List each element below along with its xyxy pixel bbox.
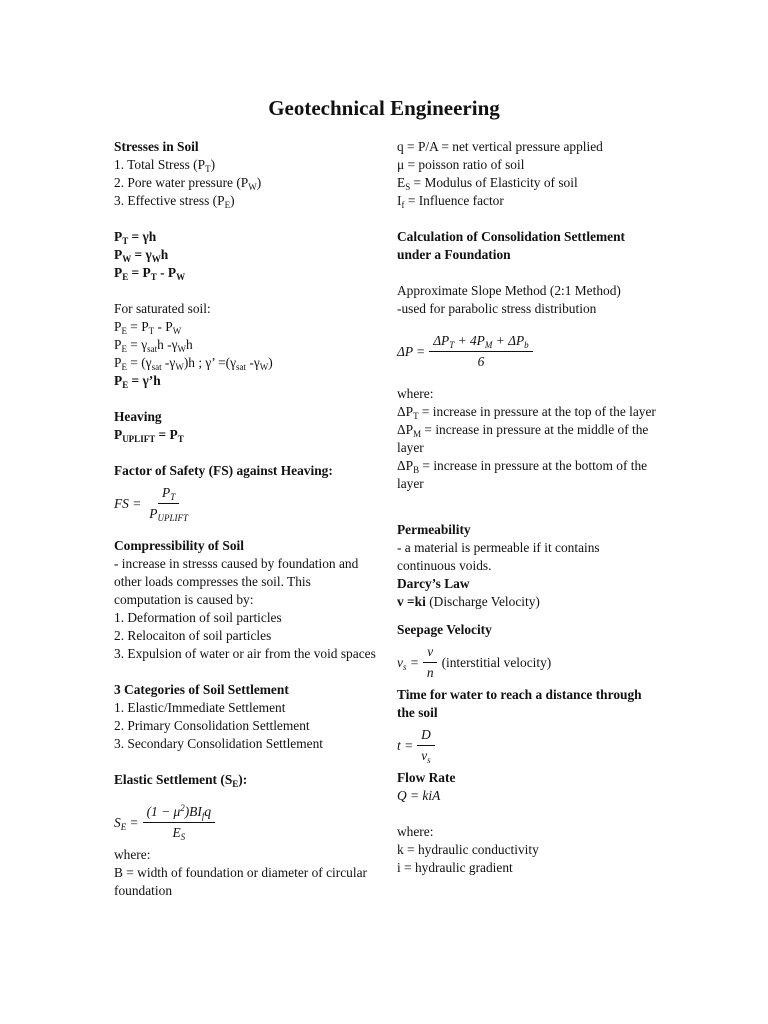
- categories-heading: 3 Categories of Soil Settlement: [114, 682, 289, 697]
- consolidation-heading: Calculation of Consolidation Settlement under a Foundation: [397, 229, 626, 262]
- time-formula: t = $\frac{D}{v_s}$: [397, 726, 659, 765]
- i-definition: i = hydraulic gradient: [397, 860, 513, 875]
- comp-item-2: 2. Relocaiton of soil particles: [114, 628, 272, 643]
- permeability-text: - a material is permeable if it contains continuous voids.: [397, 540, 600, 573]
- saturated-intro: For saturated soil:: [114, 301, 211, 316]
- slope-method: Approximate Slope Method (2:1 Method): [397, 283, 621, 298]
- dpm-definition: $\Delta P_M$ = increase in pressure at the middle of the layer: [397, 422, 649, 455]
- cat-item-3: 3. Secondary Consolidation Settlement: [114, 736, 324, 751]
- sat-eq-4: $P_E$ = γ’h: [114, 373, 161, 390]
- stress-item-1: 1. Total Stress $(P_T)$: [114, 157, 216, 174]
- k-definition: k = hydraulic conductivity: [397, 842, 539, 857]
- sat-eq-3: $P_E = (\gamma_{sat}$ $-\gamma_W)h$ ; γ’ $=(\gamma_{sat}$ $-\gamma_W$): [114, 355, 273, 372]
- time-heading: Time for water to reach a distance through the soil: [397, 687, 642, 720]
- stress-item-2: 2. Pore water pressure $(P_W)$: [114, 175, 262, 192]
- dpt-definition: $\Delta P_T$ = increase in pressure at the top of the layer: [397, 404, 656, 421]
- seepage-heading: Seepage Velocity: [397, 622, 492, 637]
- where-label-2: where:: [397, 386, 434, 401]
- if-definition: $I_f$ = Influence factor: [397, 193, 504, 210]
- fs-formula: FS = $\frac{P_T}{P_{UPLIFT}}$: [114, 485, 188, 523]
- b-definition: B = width of foundation or diameter of circular foundation: [114, 865, 367, 898]
- eq-total-stress: $P_T = \gamma h$: [114, 229, 157, 246]
- eq-pore-pressure: $P_W = \gamma_Wh$: [114, 247, 169, 264]
- eq-effective-stress: $P_E = P_T - P_W$: [114, 265, 186, 282]
- where-label: where:: [114, 847, 151, 862]
- cat-item-1: 1. Elastic/Immediate Settlement: [114, 700, 286, 715]
- comp-item-1: 1. Deformation of soil particles: [114, 610, 282, 625]
- heaving-heading: Heaving: [114, 409, 162, 424]
- es-definition: $E_S$ = Modulus of Elasticity of soil: [397, 175, 578, 192]
- darcy-law: v =ki (Discharge Velocity): [397, 594, 540, 609]
- right-column: [397, 138, 659, 877]
- where-label-3: where:: [397, 824, 434, 839]
- permeability-heading: Permeability: [397, 522, 471, 537]
- cat-item-2: 2. Primary Consolidation Settlement: [114, 718, 310, 733]
- seepage-formula: $v_s$ = $\frac{v}{n}$ (interstitial velocity): [397, 644, 552, 680]
- compressibility-text: - increase in stresss caused by foundation and other loads compresses the soil. This computation is caused by:: [114, 556, 359, 607]
- eq-uplift: $P_{UPLIFT} = P_T$: [114, 427, 184, 444]
- compressibility-heading: Compressibility of Soil: [114, 538, 244, 553]
- seepage-desc: (interstitial velocity): [441, 654, 552, 670]
- darcy-heading: Darcy’s Law: [397, 576, 470, 591]
- page-title: Geotechnical Engineering: [268, 96, 500, 120]
- dp-formula: ΔP = $\frac{\Delta P_T + 4P_M + \Delta P_b}{6}$: [397, 332, 659, 371]
- elastic-formula: $S_E$ = $\frac{(1 - \mu^2)BI_fq}{E_S}$: [114, 803, 376, 842]
- q-definition: q = P/A = net vertical pressure applied: [397, 139, 603, 154]
- flow-formula: Q = kiA: [397, 788, 441, 803]
- stress-item-3: 3. Effective stress $(P_E)$: [114, 193, 235, 210]
- flow-heading: Flow Rate: [397, 770, 456, 785]
- slope-note: -used for parabolic stress distribution: [397, 301, 597, 316]
- sat-eq-1: $P_E = P_T - P_W$: [114, 319, 182, 336]
- stresses-heading: Stresses in Soil: [114, 139, 199, 154]
- left-column: [114, 138, 376, 900]
- elastic-heading: Elastic Settlement $(S_E)$:: [114, 772, 248, 789]
- fs-heading: Factor of Safety (FS) against Heaving:: [114, 463, 333, 478]
- dpb-definition: $\Delta P_B$ = increase in pressure at the bottom of the layer: [397, 458, 648, 491]
- sat-eq-2: $P_E = \gamma_{sat}h$ $-\gamma_Wh$: [114, 337, 193, 354]
- comp-item-3: 3. Expulsion of water or air from the void spaces: [114, 646, 376, 661]
- mu-definition: μ = poisson ratio of soil: [397, 157, 525, 172]
